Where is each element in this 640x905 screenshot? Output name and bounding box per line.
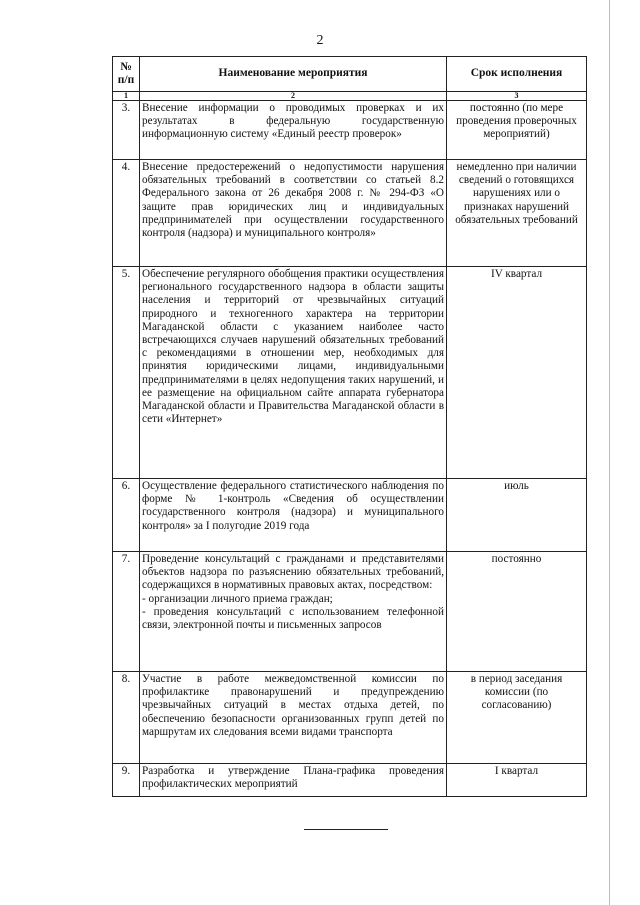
table-row [113,479,587,552]
header-num: № п/п [113,57,140,92]
row-name [140,552,447,672]
row-number: 8. [113,672,140,764]
table-row [113,552,587,672]
table-row [113,101,587,160]
row-name: Обеспечение регулярного обобщения практики осуществления регионального государственного надзора в области защиты населения и территорий от чрезвычайных ситуаций природного и техногенного характера на территории Магаданской области с указанием наиболее часто встречающихся случаев нарушений обязательных требований с рекомендациями в отношении мер, необходимых для принятия юридическими лицами, индивидуальными предпринимателями в целях недопущения таких нарушений, и ее размещение на официальном сайте аппарата губернатора Магаданской области и Правительства Магаданской области в сети «Интернет» [140,267,447,479]
row-number: 6. [113,479,140,552]
scan-edge-line [609,0,610,905]
row-number: 9. [113,764,140,797]
table-header [113,57,587,92]
column-index: 2 [140,92,447,101]
column-index: 1 [113,92,140,101]
row-term: I квартал [447,764,587,797]
header-name: Наименование мероприятия [140,57,447,92]
row-term: постоянно (по мере проведения проверочных мероприятий) [447,101,587,160]
row-name-text: Проведение консультаций с гражданами и представителями объектов надзора по разъяснению обязательных требований, содержащихся в нормативных правовых актах, посредством: [142,553,444,592]
row-number: 5. [113,267,140,479]
table-row [113,267,587,479]
list-item: - организации личного приема граждан; [142,592,333,605]
header-term: Срок исполнения [447,57,587,92]
page-number: 2 [316,33,324,48]
row-term: в период заседания комиссии (по согласованию) [447,672,587,764]
row-name: Внесение предостережений о недопустимости нарушения обязательных требований в соответствии со статьей 8.2 Федерального закона от 26 декабря 2008 г. № 294-ФЗ «О защите прав юридических лиц и индивидуальных предпринимателей при осуществлении государственного контроля (надзора) и муниципального контроля» [140,160,447,267]
closing-divider [304,829,388,830]
row-number: 4. [113,160,140,267]
row-number: 7. [113,552,140,672]
row-term: немедленно при наличии сведений о готовящихся нарушениях или о признаках нарушений обязательных требований [447,160,587,267]
row-name: Осуществление федерального статистического наблюдения по форме № 1-контроль «Сведения об осуществлении государственного контроля (надзора) и муниципального контроля» за I полугодие 2019 года [140,479,447,552]
row-term: постоянно [447,552,587,672]
column-index-row [113,92,587,101]
column-index: 3 [447,92,587,101]
row-name: Внесение информации о проводимых проверках и их результатах в федеральную государственную информационную систему «Единый реестр проверок» [140,101,447,160]
row-term: июль [447,479,587,552]
table-row [113,160,587,267]
table-row [113,672,587,764]
row-name: Разработка и утверждение Плана-графика проведения профилактических мероприятий [140,764,447,797]
events-table [112,56,587,797]
row-term: IV квартал [447,267,587,479]
table-row [113,764,587,797]
row-number: 3. [113,101,140,160]
row-name: Участие в работе межведомственной комиссии по профилактике правонарушений и предупреждению чрезвычайных ситуаций в местах отдыха детей, по обеспечению безопасности организованных групп детей по маршрутам их следования всеми видами транспорта [140,672,447,764]
list-item: - проведения консультаций с использованием телефонной связи, электронной почты и письменных запросов [142,605,444,632]
